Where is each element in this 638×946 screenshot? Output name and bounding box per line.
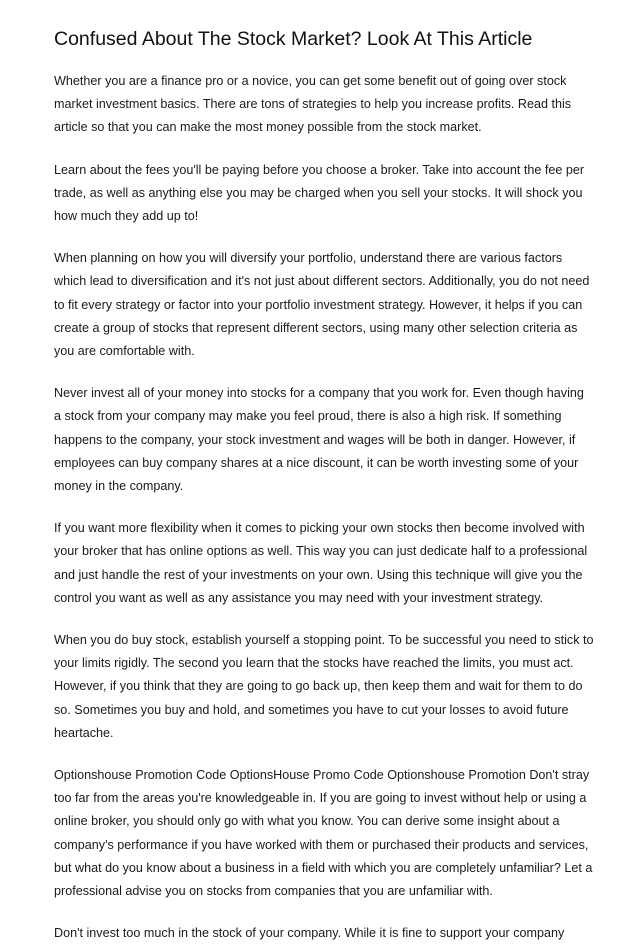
paragraph-2: Learn about the fees you'll be paying before you choose a broker. Take into account the fee per trade, as well as anything else you may be charged when you sell your stocks. It will shock you how much they add up to! [54,162,585,224]
spacer [54,745,594,764]
spacer [54,363,594,382]
paragraph-3: When planning on how you will diversify your portfolio, understand there are various factors which lead to diversification and it's not just about different sectors. Additionally, you do not need to fit every strategy or factor into your portfolio investment strategy. However, it helps if you can create a group of stocks that represent different sectors, using many other selection criteria as you are comfortable with. [54,251,590,359]
paragraph-7: Optionshouse Promotion Code OptionsHouse Promo Code Optionshouse Promotion Don't stray too far from the areas you're knowledgeable in. If you are going to invest without help or using a online broker, you should only go with what you know. You can derive some insight about a company's performance if you have worked with them or purchased their products and services, but what do you know about a business in a field with which you are completely unfamiliar? Let a professional advise you on stocks from companies that you are unfamiliar with. [54,768,593,899]
spacer [54,52,594,70]
paragraph-8: Don't invest too much in the stock of your company. While it is fine to support your company [54,926,565,941]
spacer [54,140,594,159]
paragraph-6: When you do buy stock, establish yourself a stopping point. To be successful you need to stick to your limits rigidly. The second you learn that the stocks have reached the limits, you must act. However, if you think that they are going to go back up, then keep them and wait for them to do so. Sometimes you buy and hold, and sometimes you have to cut your losses to avoid future heartache. [54,633,594,740]
paragraph-4: Never invest all of your money into stocks for a company that you work for. Even though having a stock from your company may make you feel proud, there is also a high risk. If something happens to the company, your stock investment and wages will be both in danger. However, if employees can buy company shares at a nice discount, it can be worth investing some of your money in the company. [54,386,584,494]
article-title: Confused About The Stock Market? Look At This Article [54,28,533,50]
article-body [54,26,594,946]
spacer [54,610,594,629]
paragraph-1: Whether you are a finance pro or a novice, you can get some benefit out of going over stock market investment basics. There are tons of strategies to help you increase profits. Read this article so that you can make the most money possible from the stock market. [54,74,572,135]
spacer [54,903,594,922]
spacer [54,228,594,247]
spacer [54,498,594,517]
paragraph-5: If you want more flexibility when it comes to picking your own stocks then become involved with your broker that has online options as well. This way you can just dedicate half to a professional and just handle the rest of your investments on your own. Using this technique will give you the control you want as well as any assistance you may need with your investment strategy. [54,521,588,605]
